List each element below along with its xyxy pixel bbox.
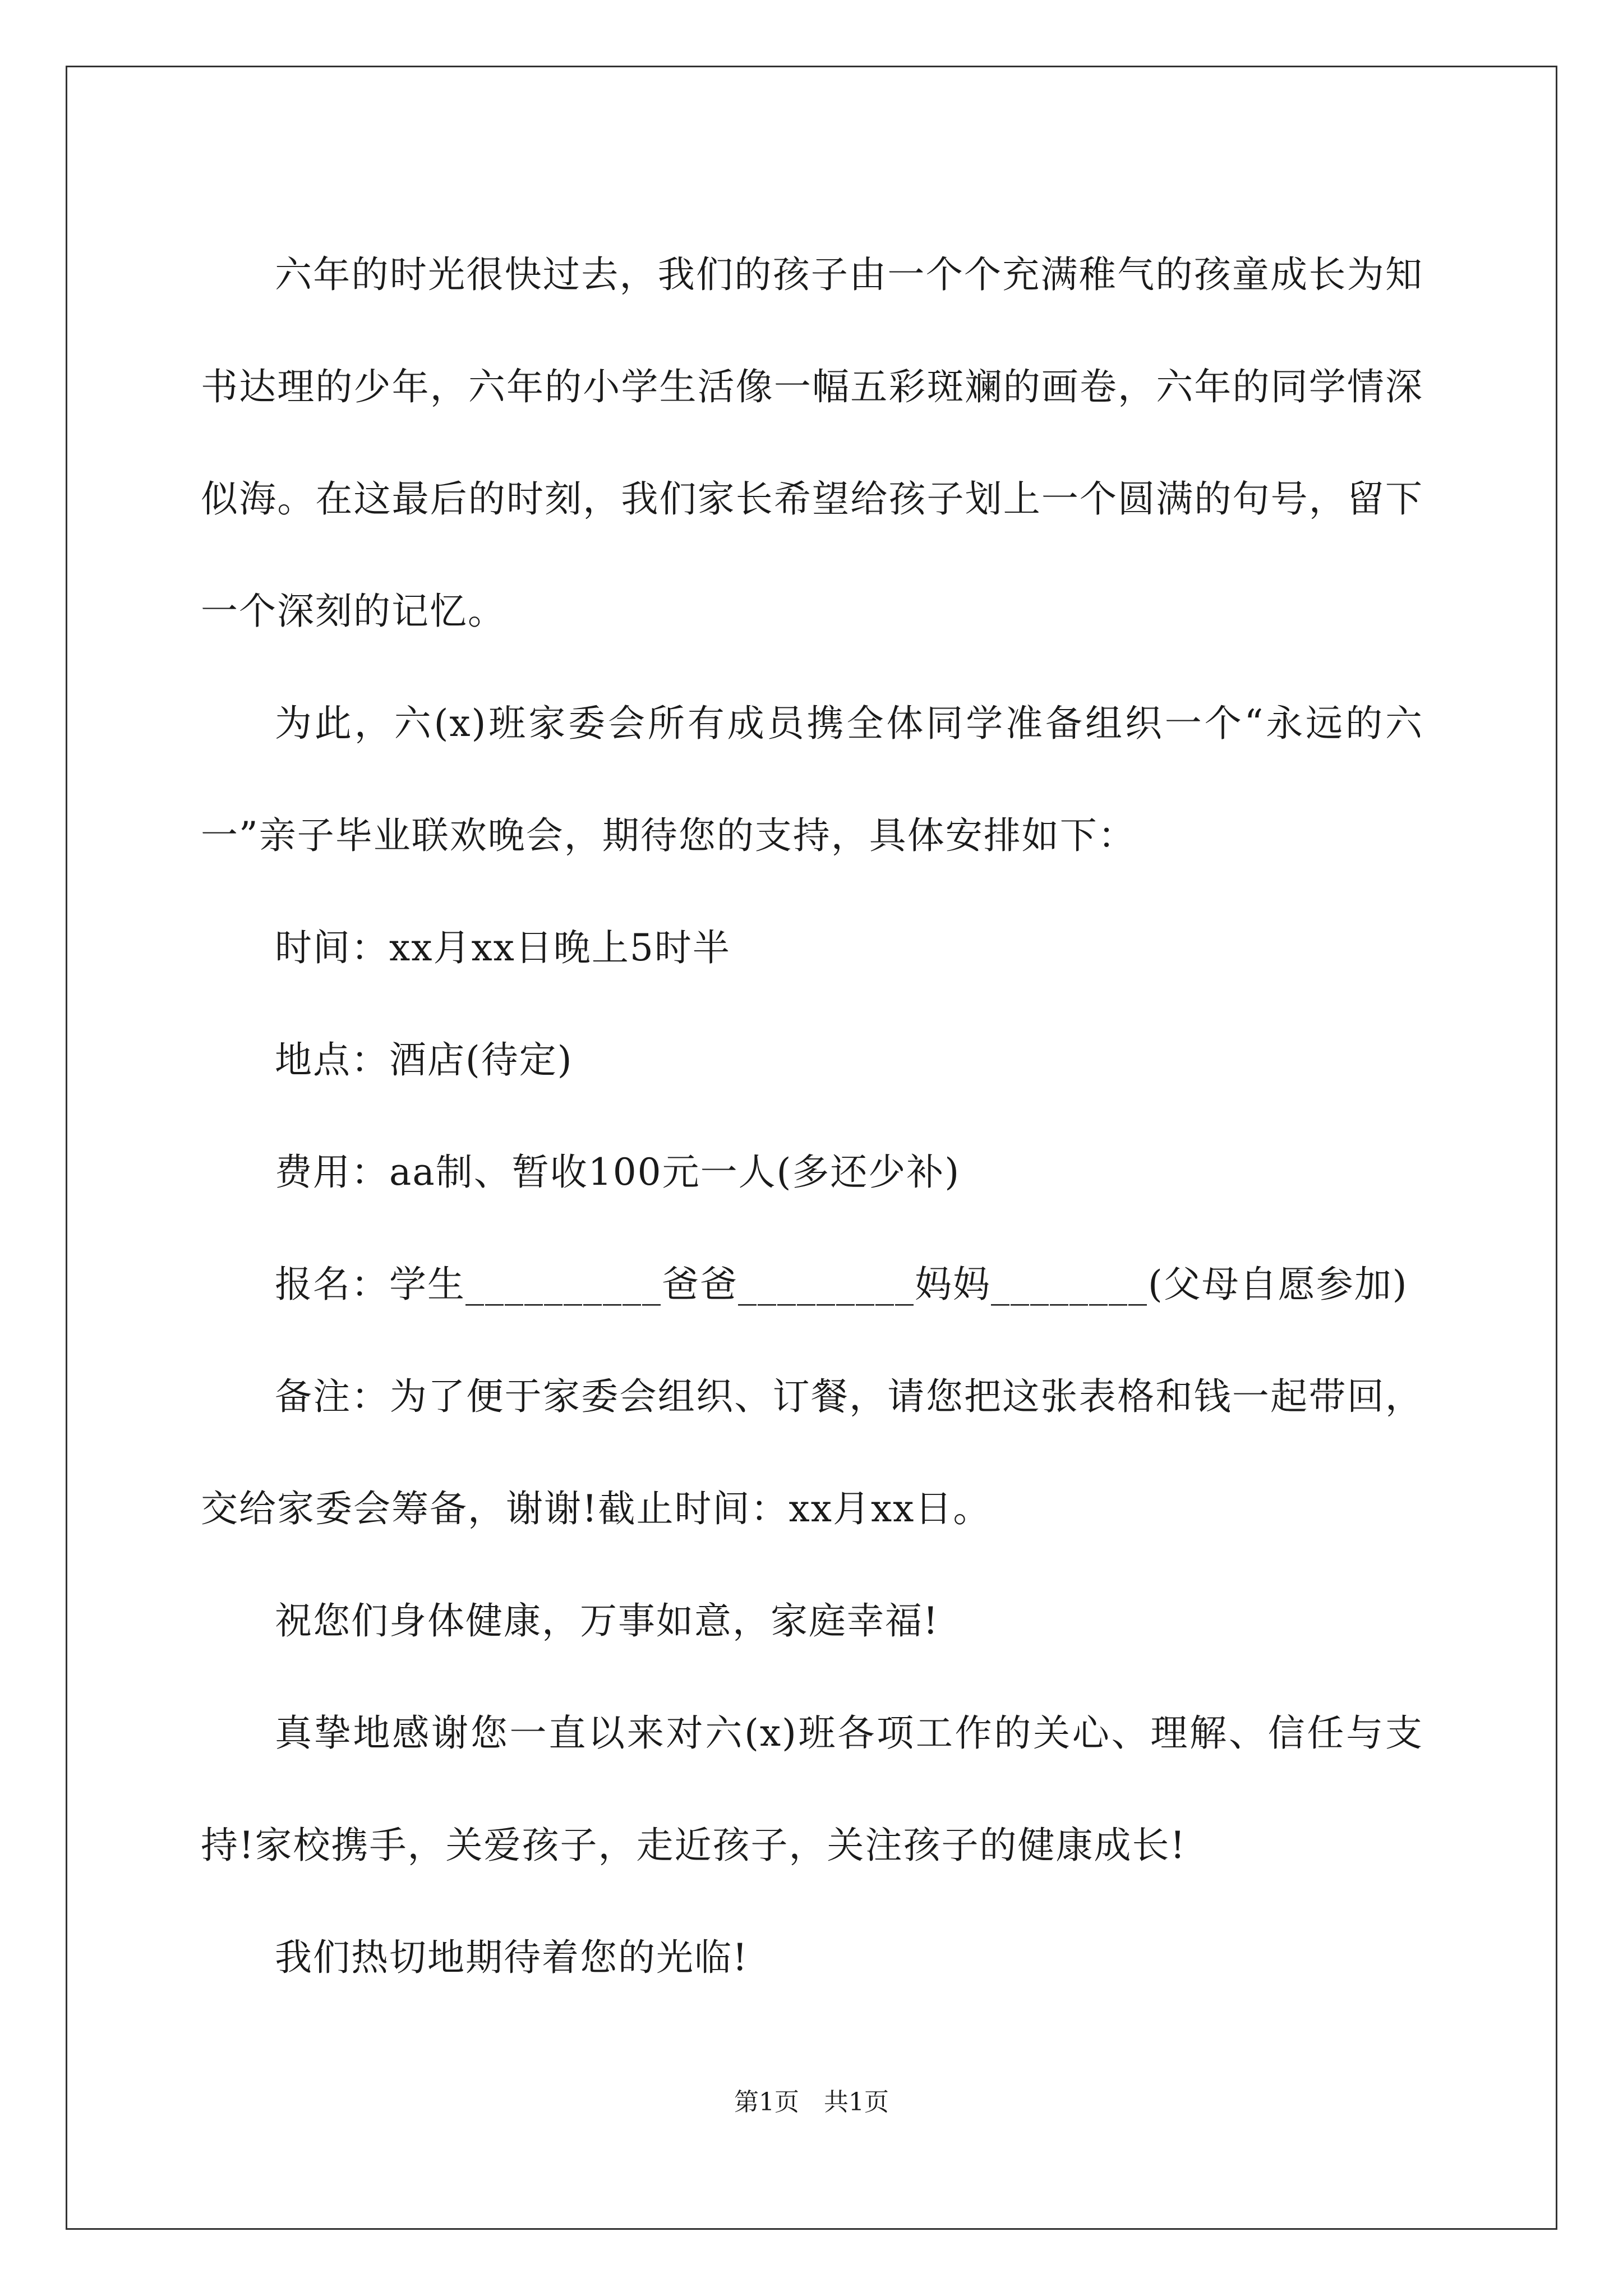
paragraph-location: 地点：酒店(待定): [275, 1038, 573, 1082]
paragraph-registration: 报名：学生__________爸爸_________妈妈________(父母自愿参加): [275, 1263, 1408, 1306]
paragraph-fee: 费用：aa制、暂收100元一人(多还少补): [275, 1151, 961, 1194]
paragraph-purpose: 为此，六(x)班家委会所有成员携全体同学准备组织一个“永远的六一”亲子毕业联欢晚会，期待您的支持，具体安排如下：: [201, 702, 1423, 857]
paragraph-closing: 我们热切地期待着您的光临!: [275, 1936, 749, 1979]
paragraph-thanks: 真挚地感谢您一直以来对六(x)班各项工作的关心、理解、信任与支持!家校携手，关爱孩子，走近孩子，关注孩子的健康成长!: [201, 1711, 1423, 1867]
paragraph-time: 时间：xx月xx日晚上5时半: [275, 926, 731, 969]
paragraph-notes: 备注：为了便于家委会组织、订餐，请您把这张表格和钱一起带回，交给家委会筹备，谢谢!截止时间：xx月xx日。: [201, 1375, 1423, 1530]
page-number: 第1页 共1页: [734, 2088, 889, 2116]
document-body: [201, 219, 1423, 2014]
paragraph-intro: 六年的时光很快过去，我们的孩子由一个个充满稚气的孩童成长为知书达理的少年，六年的小学生活像一幅五彩斑斓的画卷，六年的同学情深似海。在这最后的时刻，我们家长希望给孩子划上一个圆满的句号，留下一个深刻的记忆。: [201, 253, 1423, 633]
paragraph-wishes: 祝您们身体健康，万事如意，家庭幸福!: [275, 1599, 939, 1642]
